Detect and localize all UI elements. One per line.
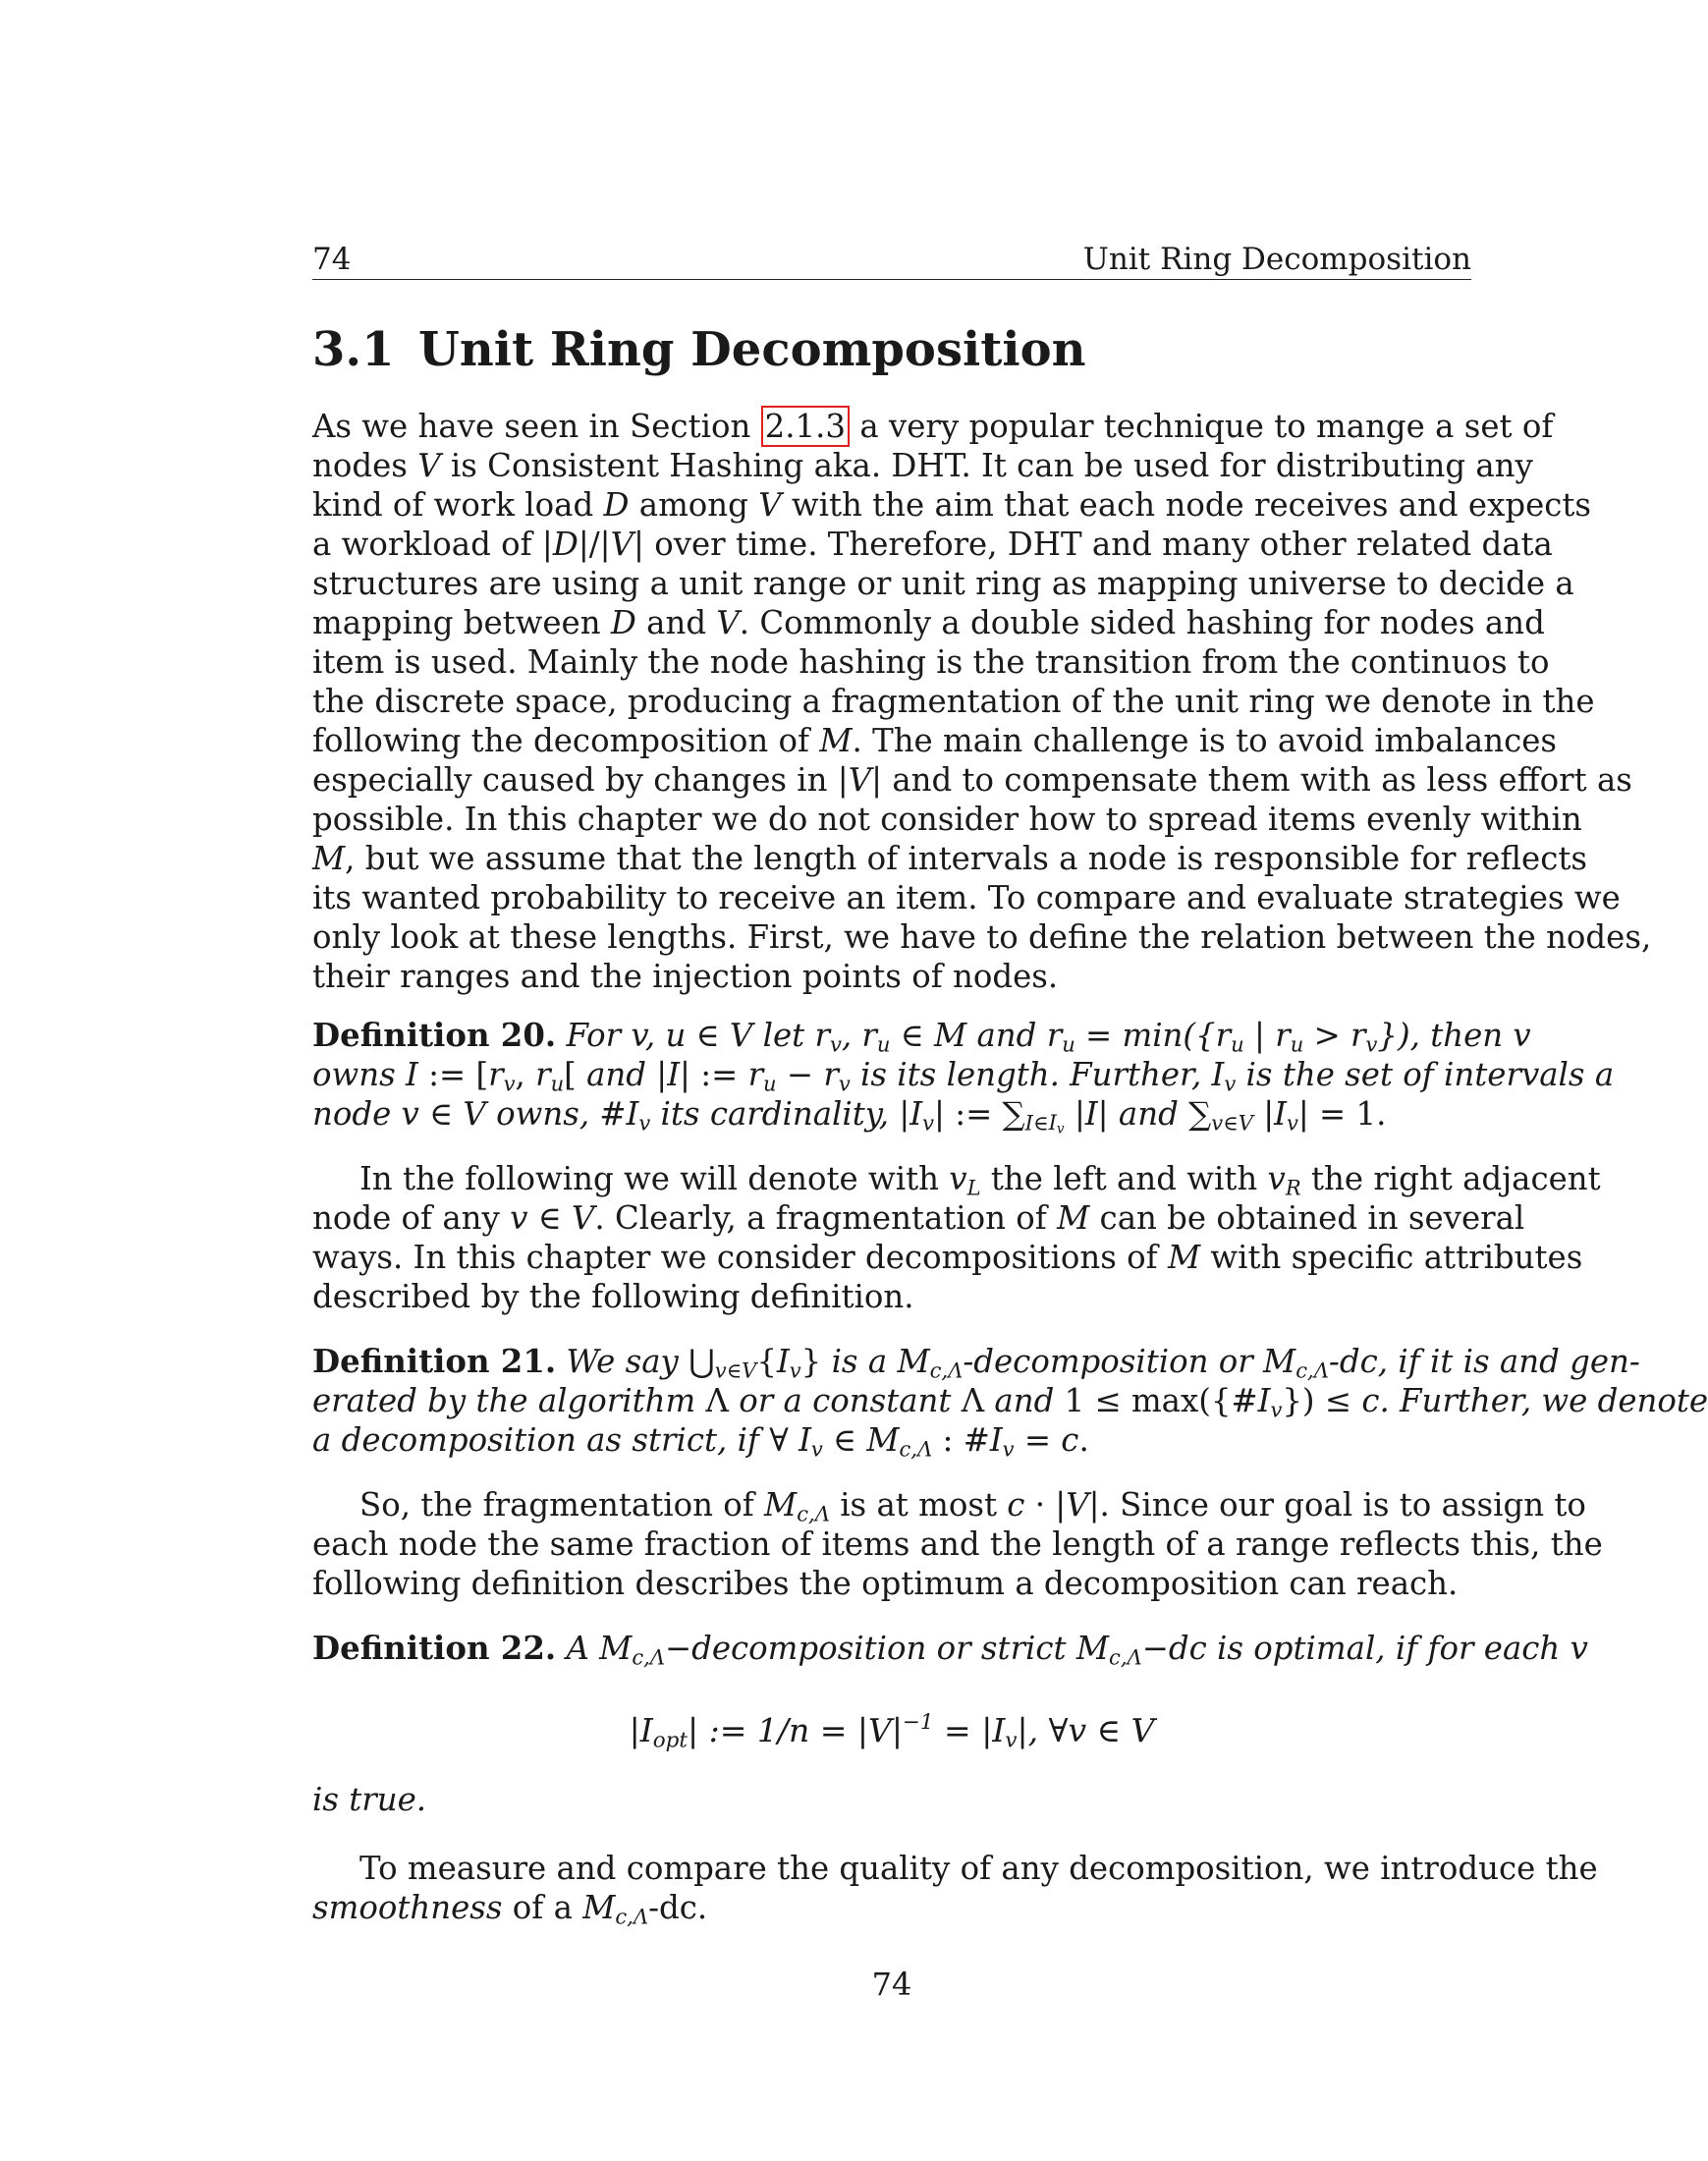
section-heading xyxy=(312,322,1471,377)
optimality-equation: $|I_{opt}|$ := $1/n = |V|^{-1} = |I_v|$, ∀v ∈ V xyxy=(629,1710,1155,1753)
definition-20-label: Definition 20. xyxy=(312,1017,557,1054)
fragmentation-paragraph: So, the fragmentation of $M_{c,\Lambda}$ is at most c · |V|. Since our goal is to assign to each node the same fraction of items and the length of a range reflects this, the following definition describes the optimum a decomposition can reach. xyxy=(312,1486,1603,1602)
intro-paragraph: As we have seen in Section 2.1.3 a very popular technique to mange a set of nodes V is Consistent Hashing aka. DHT. It can be used for distributing any kind of work load D among V with the aim that each node receives and expects a workload of |D|/|V| over time. Therefore, DHT and many other related data structures are using a unit range or unit ring as mapping universe to decide a mapping between D and V. Commonly a double sided hashing for nodes and item is used. Mainly the node hashing is the transition from the continuos to the discrete space, producing a fragmentation of the unit ring we denote in the following the decomposition of M. The main challenge is to avoid imbalances especially caused by changes in |V| and to compensate them with as less effort as possible. In this chapter we do not consider how to spread items evenly within M, but we assume that the length of intervals a node is responsible for reflects its wanted probability to receive an item. To compare and evaluate strategies we only look at these lengths. First, we have to define the relation between the nodes, their ranges and the injection points of nodes. xyxy=(312,408,1652,995)
running-head xyxy=(312,240,1471,280)
definition-22: Definition 22. A $M_{c,\Lambda}-decomposition$ or strict $M_{c,\Lambda}-dc$ is optimal, if for each v xyxy=(312,1630,1588,1670)
definition-20: Definition 20. For v, u ∈ V let $r_v$, $r_u$ ∈ M and $r_u = \min(\{r_u$ | $r_u > r_v$}), then v owns I := [$r_v$, $r_u$[ and |I| := $r_u - r_v$ is its length. Further, $I_v$ is the set of intervals a node v ∈ V owns, $\#I_v$ its cardinality, $|I_v|$ := $\sum_{I\in I_v}$ |I| and $\sum_{v\in V}$ $|I_v| = 1$. xyxy=(312,1017,1615,1137)
definition-21-label: Definition 21. xyxy=(312,1343,557,1380)
header-running-title: Unit Ring Decomposition xyxy=(1082,242,1471,277)
definition-21: Definition 21. We say $⋃_{v\in V}\{I_v\}$ is a $M_{c,\Lambda}$-decomposition or $M_{c,\Lambda}-dc$, if it is and gen- erated by the algorithm Λ or a constant Λ and $1 \le \max(\{\#I_v\}) \le c$. Further, we denote a decomposition as strict, if ∀ $I_v$ ∈ $M_{c,\Lambda}$ : $\#I_v = c$. xyxy=(312,1343,1708,1462)
footer-page-number: 74 xyxy=(871,1966,912,2003)
adjacency-paragraph: In the following we will denote with $v_L$ the left and with $v_R$ the right adjacent node of any v ∈ V. Clearly, a fragmentation of M can be obtained in several ways. In this chapter we consider decompositions of M with specific attributes described by the following definition. xyxy=(312,1160,1601,1315)
section-title: Unit Ring Decomposition xyxy=(418,322,1086,377)
header-page-number: 74 xyxy=(312,242,352,277)
section-reference-link[interactable]: 2.1.3 xyxy=(761,406,850,447)
smoothness-paragraph: To measure and compare the quality of any decomposition, we introduce the smoothness of a $M_{c,\Lambda}-dc$. xyxy=(312,1850,1598,1929)
definition-22-tail: is true. xyxy=(312,1781,427,1818)
section-number: 3.1 xyxy=(312,322,395,377)
definition-22-label: Definition 22. xyxy=(312,1630,557,1667)
